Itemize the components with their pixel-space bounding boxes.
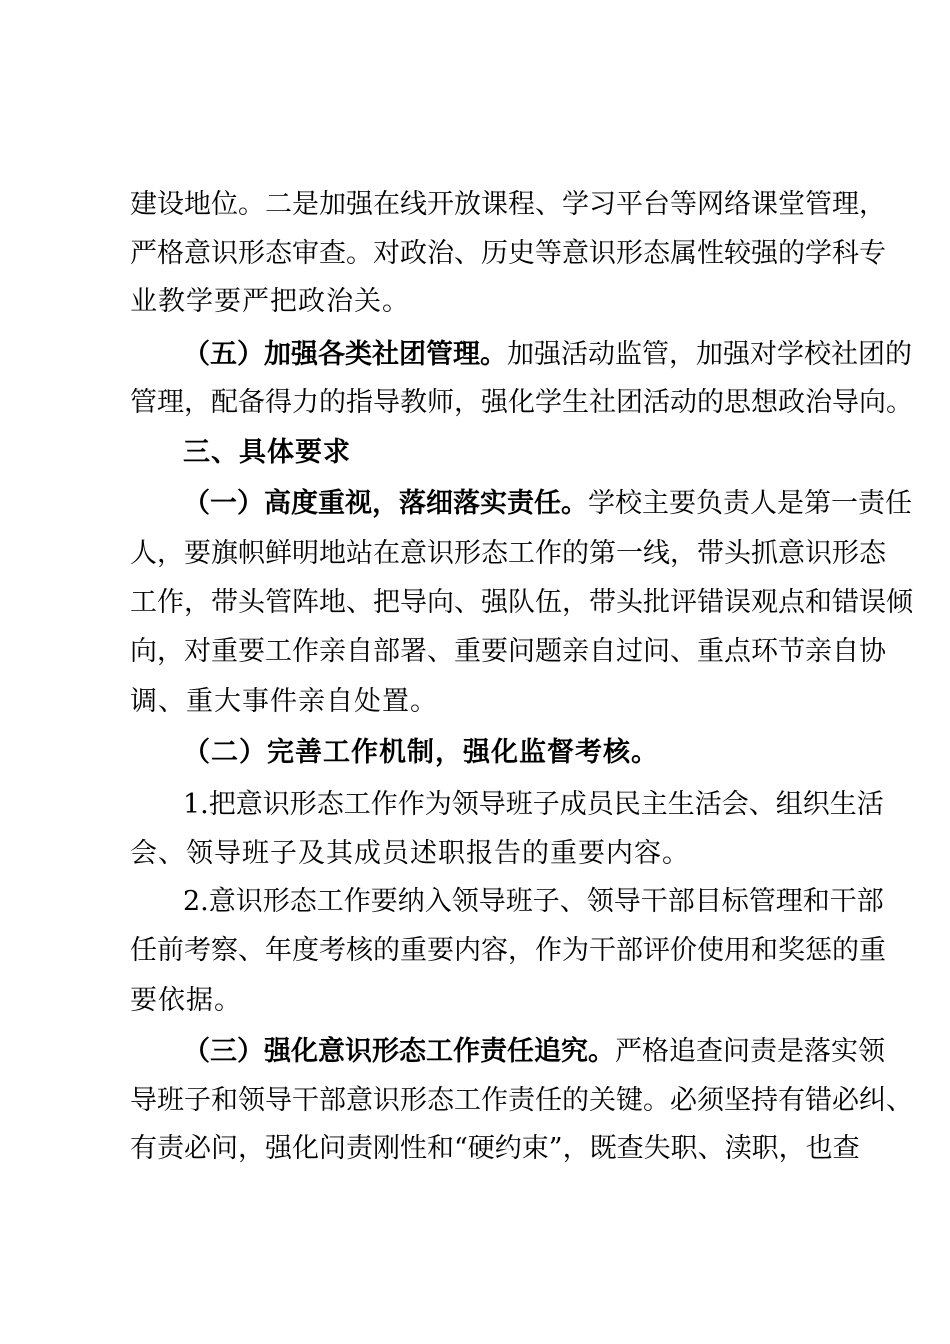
text-line: 建设地位。二是加强在线开放课程、学习平台等网络课堂管理， [130,189,886,220]
text-line: 人，要旗帜鲜明地站在意识形态工作的第一线，带头抓意识形态 [130,538,886,569]
text-line: 向，对重要工作亲自部署、重要问题亲自过问、重点环节亲自协 [130,636,886,667]
text-line: 严格意识形态审查。对政治、历史等意识形态属性较强的学科专 [130,238,886,269]
paragraph-heading: （五）加强各类社团管理。 [183,339,507,370]
paragraph-heading: （三）强化意识形态工作责任追究。 [183,1036,615,1067]
text-line: 1.把意识形态工作作为领导班子成员民主生活会、组织生活 [183,789,884,820]
text-line: 业教学要严把政治关。 [130,286,410,317]
paragraph-heading-line [183,1034,885,1070]
text-line: 要依据。 [130,985,242,1016]
text-line: 任前考察、年度考核的重要内容，作为干部评价使用和奖惩的重 [130,935,886,966]
text-line: 管理，配备得力的指导教师，强化学生社团活动的思想政治导向。 [130,387,913,418]
text-line: 导班子和领导干部意识形态工作责任的关键。必须坚持有错必纠、 [130,1085,913,1116]
text-line: 调、重大事件亲自处置。 [130,686,438,717]
paragraph-heading: （一）高度重视，落细落实责任。 [183,488,588,519]
text-line: 2.意识形态工作要纳入领导班子、领导干部目标管理和干部 [183,886,884,917]
text-line: 工作，带头管阵地、把导向、强队伍，带头批评错误观点和错误倾 [130,587,913,618]
text-line: 有责必问，强化问责刚性和“硬约束”，既查失职、渎职，也查 [130,1133,860,1164]
paragraph-heading: （二）完善工作机制，强化监督考核。 [183,737,659,768]
paragraph-text: 严格追查问责是落实领 [615,1036,885,1067]
section-heading: 三、具体要求 [183,437,351,468]
paragraph-heading-line [183,337,912,373]
paragraph-text: 学校主要负责人是第一责任 [588,488,912,519]
paragraph-heading-line [183,486,912,522]
text-line: 会、领导班子及其成员述职报告的重要内容。 [130,838,690,869]
paragraph-text: 加强活动监管，加强对学校社团的 [507,339,912,370]
